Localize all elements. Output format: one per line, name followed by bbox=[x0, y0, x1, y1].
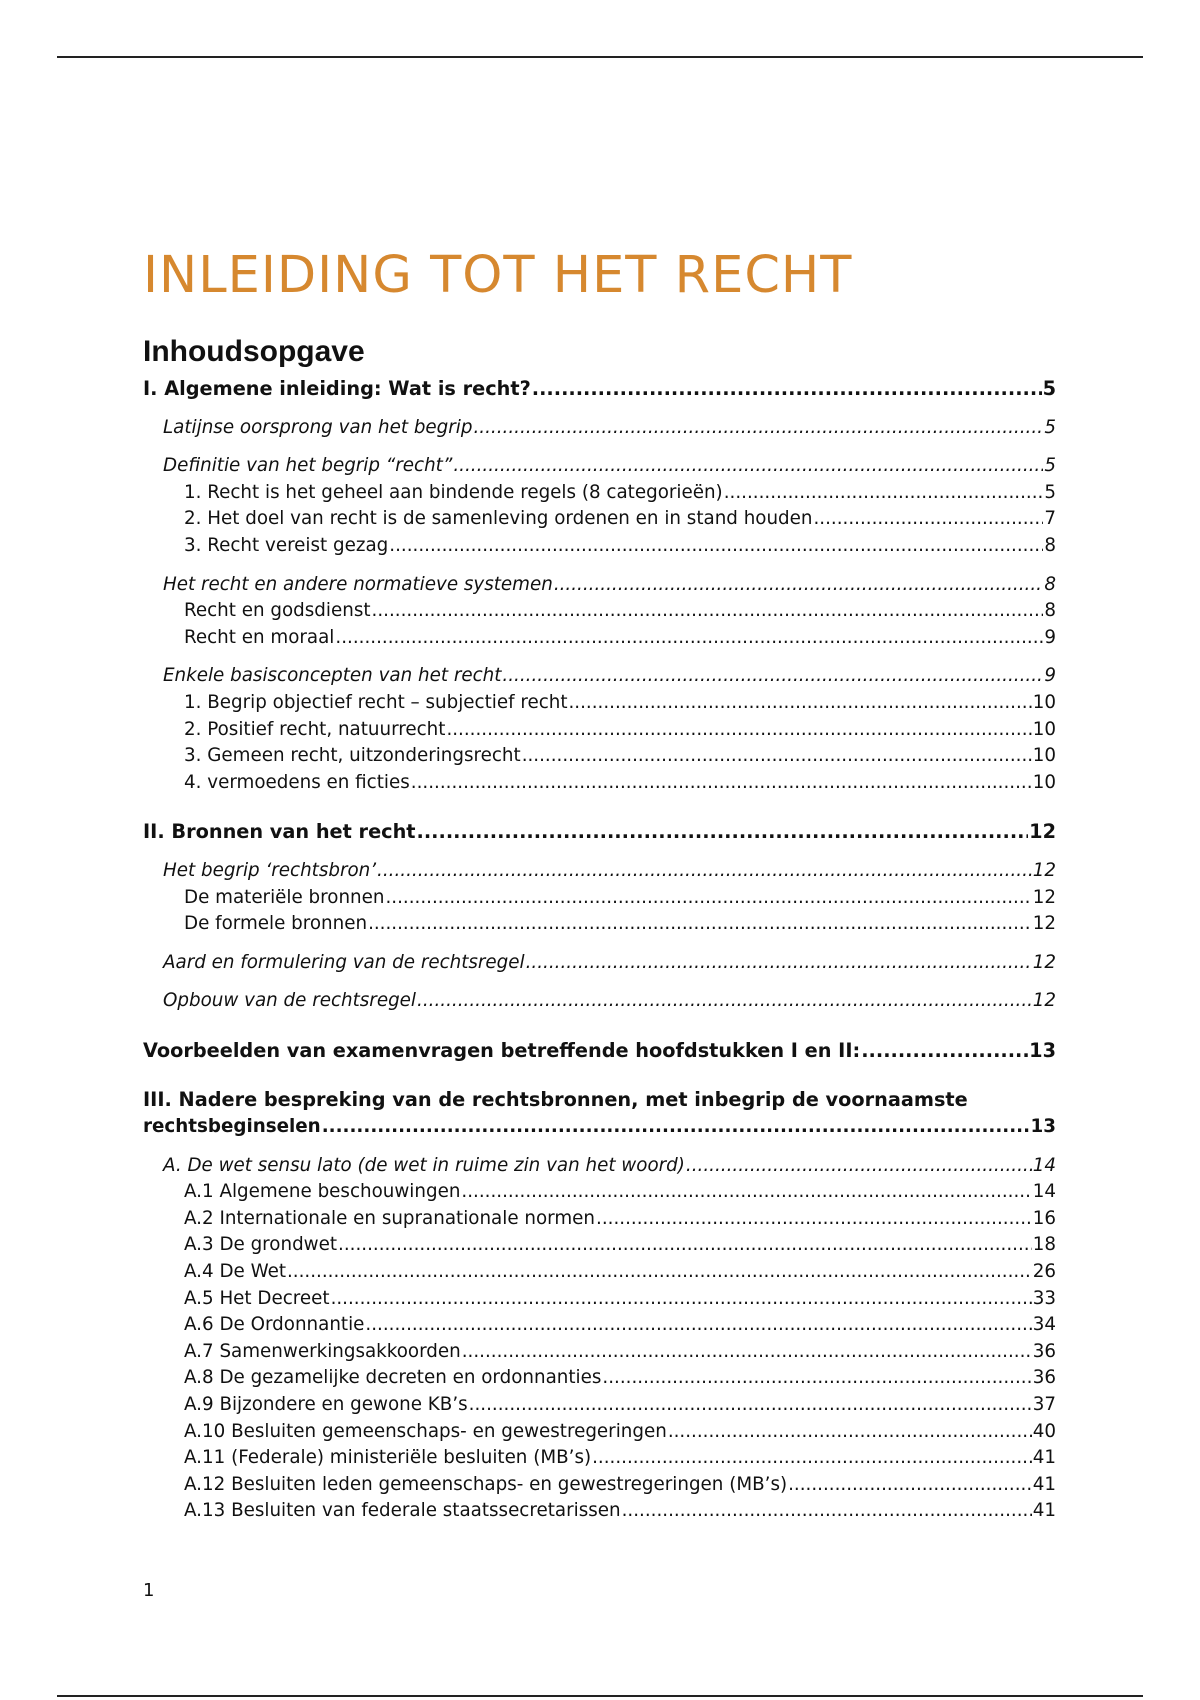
toc-entry-text: De formele bronnen bbox=[184, 913, 368, 935]
toc-leader-dots bbox=[569, 690, 1032, 717]
toc-leader-dots bbox=[368, 911, 1032, 938]
toc-page-number: 26 bbox=[1032, 1261, 1056, 1283]
toc-page-number: 10 bbox=[1032, 745, 1056, 767]
toc-entry-text: 3. Recht vereist gezag bbox=[184, 534, 389, 556]
table-of-contents bbox=[143, 376, 1056, 1525]
toc-entry[interactable] bbox=[143, 1286, 1056, 1313]
toc-leader-dots bbox=[592, 1445, 1032, 1472]
toc-entry[interactable] bbox=[143, 533, 1056, 560]
toc-leader-dots bbox=[622, 1498, 1032, 1525]
toc-entry-text: A.9 Bijzondere en gewone KB’s bbox=[184, 1394, 468, 1415]
toc-entry-text: Het recht en andere normatieve systemen bbox=[163, 573, 553, 595]
toc-page-number: 13 bbox=[1029, 1038, 1056, 1062]
toc-leader-dots bbox=[446, 717, 1031, 744]
toc-page-number: 8 bbox=[1044, 600, 1056, 622]
toc-entry[interactable] bbox=[143, 717, 1056, 744]
toc-leader-dots bbox=[365, 1312, 1031, 1339]
toc-leader-dots bbox=[385, 885, 1031, 912]
toc-entry[interactable] bbox=[143, 1339, 1056, 1366]
header-rule bbox=[57, 56, 1143, 58]
toc-page-number: 36 bbox=[1032, 1340, 1056, 1362]
toc-entry-text: A.2 Internationale en supranationale normen bbox=[184, 1207, 596, 1229]
toc-entry[interactable] bbox=[143, 1472, 1056, 1499]
toc-leader-dots bbox=[372, 598, 1044, 625]
toc-entry-text: III. Nadere bespreking van de rechtsbronnen, met inbegrip de voornaamste bbox=[143, 1088, 968, 1112]
toc-entry-text: A.1 Algemene beschouwingen bbox=[184, 1181, 461, 1203]
toc-entry[interactable] bbox=[143, 988, 1056, 1015]
toc-entry-text: 4. vermoedens en ficties bbox=[184, 771, 410, 793]
toc-entry-text: I. Algemene inleiding: Wat is recht? bbox=[143, 377, 531, 400]
toc-entry-text: A.12 Besluiten leden gemeenschaps- en gewestregeringen (MB’s) bbox=[184, 1473, 788, 1495]
toc-entry[interactable] bbox=[143, 453, 1056, 480]
toc-entry[interactable] bbox=[143, 1445, 1056, 1472]
toc-entry-text: De materiële bronnen bbox=[184, 886, 385, 908]
toc-page-number: 41 bbox=[1032, 1447, 1056, 1469]
toc-page-number: 5 bbox=[1044, 416, 1056, 438]
toc-entry[interactable] bbox=[143, 1312, 1056, 1339]
toc-leader-dots bbox=[861, 1038, 1028, 1065]
toc-entry[interactable] bbox=[143, 819, 1056, 846]
toc-page-number: 5 bbox=[1044, 455, 1056, 477]
toc-entry[interactable] bbox=[143, 1365, 1056, 1392]
toc-entry-text: A. De wet sensu lato (de wet in ruime zin van het woord) bbox=[163, 1154, 685, 1176]
toc-entry-text: Voorbeelden van examenvragen betreffende hoofdstukken I en II: bbox=[143, 1038, 861, 1062]
footer-rule bbox=[57, 1695, 1143, 1697]
toc-entry-text: A.5 Het Decreet bbox=[184, 1287, 330, 1309]
toc-entry-text: 1. Begrip objectief recht – subjectief recht bbox=[184, 691, 568, 713]
toc-leader-dots bbox=[287, 1259, 1032, 1286]
toc-entry-text: 3. Gemeen recht, uitzonderingsrecht bbox=[184, 745, 521, 767]
toc-entry-text: Enkele basisconcepten van het recht bbox=[163, 665, 502, 687]
toc-leader-dots bbox=[338, 1232, 1032, 1259]
toc-entry-text: A.7 Samenwerkingsakkoorden bbox=[184, 1340, 461, 1362]
toc-leader-dots bbox=[526, 950, 1032, 977]
toc-page-number: 5 bbox=[1042, 377, 1056, 400]
toc-page-number: 18 bbox=[1032, 1234, 1056, 1256]
toc-leader-dots bbox=[469, 1392, 1032, 1419]
toc-entry-text: 2. Positief recht, natuurrecht bbox=[184, 718, 446, 740]
toc-leader-dots bbox=[417, 819, 1029, 846]
toc-heading: Inhoudsopgave bbox=[143, 334, 365, 368]
toc-entry-text: Het begrip ‘rechtsbron’ bbox=[163, 859, 377, 881]
toc-entry[interactable] bbox=[143, 376, 1056, 403]
toc-page-number: 36 bbox=[1032, 1367, 1056, 1389]
toc-page-number: 34 bbox=[1032, 1314, 1056, 1336]
toc-entry[interactable] bbox=[143, 625, 1056, 652]
toc-leader-dots bbox=[377, 858, 1032, 885]
toc-leader-dots bbox=[462, 1339, 1032, 1366]
toc-entry-text: Recht en godsdienst bbox=[184, 600, 371, 622]
toc-page-number: 41 bbox=[1032, 1473, 1056, 1495]
toc-leader-dots bbox=[331, 1286, 1032, 1313]
toc-leader-dots bbox=[502, 663, 1043, 690]
toc-page-number: 8 bbox=[1044, 534, 1056, 556]
toc-page-number: 40 bbox=[1032, 1420, 1056, 1442]
toc-entry[interactable] bbox=[143, 480, 1056, 507]
toc-page-number: 41 bbox=[1032, 1500, 1056, 1522]
toc-entry[interactable] bbox=[143, 506, 1056, 533]
toc-entry[interactable] bbox=[143, 743, 1056, 770]
toc-page-number: 10 bbox=[1032, 771, 1056, 793]
toc-entry[interactable] bbox=[143, 1392, 1056, 1419]
toc-entry[interactable] bbox=[143, 1419, 1056, 1446]
toc-entry[interactable] bbox=[143, 690, 1056, 717]
toc-leader-dots bbox=[322, 1114, 1030, 1141]
toc-leader-dots bbox=[417, 988, 1032, 1015]
toc-entry-text: Opbouw van de rechtsregel bbox=[163, 990, 417, 1012]
toc-entry[interactable] bbox=[143, 663, 1056, 690]
toc-entry-line bbox=[143, 1114, 1056, 1141]
toc-page-number: 7 bbox=[1044, 508, 1056, 530]
toc-leader-dots bbox=[532, 376, 1042, 403]
toc-leader-dots bbox=[686, 1153, 1032, 1180]
toc-page-number: 12 bbox=[1032, 886, 1056, 908]
toc-entry[interactable] bbox=[143, 572, 1056, 599]
toc-leader-dots bbox=[602, 1365, 1031, 1392]
toc-entry-text: A.4 De Wet bbox=[184, 1261, 286, 1283]
toc-page-number: 12 bbox=[1029, 820, 1056, 844]
toc-entry[interactable] bbox=[143, 598, 1056, 625]
toc-leader-dots bbox=[389, 533, 1043, 560]
toc-page-number: 9 bbox=[1044, 665, 1056, 687]
toc-entry[interactable] bbox=[143, 911, 1056, 938]
toc-entry[interactable] bbox=[143, 770, 1056, 797]
toc-entry[interactable] bbox=[143, 1179, 1056, 1206]
toc-page-number: 33 bbox=[1032, 1287, 1056, 1309]
toc-entry-text: 2. Het doel van recht is de samenleving ordenen en in stand houden bbox=[184, 508, 813, 530]
toc-entry-text: Latijnse oorsprong van het begrip bbox=[163, 416, 473, 438]
toc-page-number: 10 bbox=[1032, 718, 1056, 740]
toc-entry[interactable] bbox=[143, 1087, 1056, 1140]
toc-entry-text: Recht en moraal bbox=[184, 626, 335, 648]
toc-page-number: 10 bbox=[1032, 691, 1056, 713]
toc-leader-dots bbox=[461, 1179, 1031, 1206]
toc-entry[interactable] bbox=[143, 1232, 1056, 1259]
toc-leader-dots bbox=[453, 453, 1043, 480]
toc-page-number: 13 bbox=[1030, 1116, 1056, 1138]
toc-entry-text: A.11 (Federale) ministeriële besluiten (MB’s) bbox=[184, 1447, 592, 1469]
toc-entry-text: Definitie van het begrip “recht” bbox=[163, 455, 453, 477]
page-number: 1 bbox=[143, 1580, 155, 1601]
toc-page-number: 37 bbox=[1032, 1394, 1056, 1415]
toc-page-number: 9 bbox=[1044, 626, 1056, 648]
toc-entry[interactable] bbox=[143, 950, 1056, 977]
toc-page-number: 12 bbox=[1032, 913, 1056, 935]
toc-page-number: 5 bbox=[1044, 481, 1056, 503]
document-title: INLEIDING TOT HET RECHT bbox=[143, 246, 853, 306]
toc-page-number: 12 bbox=[1032, 859, 1056, 881]
toc-leader-dots bbox=[522, 743, 1032, 770]
toc-entry-text-continued: rechtsbeginselen bbox=[143, 1116, 321, 1138]
toc-entry[interactable] bbox=[143, 1259, 1056, 1286]
toc-leader-dots bbox=[411, 770, 1032, 797]
toc-entry[interactable] bbox=[143, 1206, 1056, 1233]
toc-page-number: 14 bbox=[1032, 1154, 1056, 1176]
toc-entry-text: A.8 De gezamelijke decreten en ordonnanties bbox=[184, 1367, 602, 1389]
toc-entry-text: A.13 Besluiten van federale staatssecretarissen bbox=[184, 1500, 621, 1522]
toc-entry[interactable] bbox=[143, 1498, 1056, 1525]
toc-page-number: 8 bbox=[1044, 573, 1056, 595]
toc-entry-text: A.10 Besluiten gemeenschaps- en gewestregeringen bbox=[184, 1420, 667, 1442]
toc-leader-dots bbox=[724, 480, 1044, 507]
toc-entry-text: A.6 De Ordonnantie bbox=[184, 1314, 365, 1336]
toc-leader-dots bbox=[814, 506, 1044, 533]
toc-leader-dots bbox=[474, 415, 1044, 442]
toc-entry-text: 1. Recht is het geheel aan bindende regels (8 categorieën) bbox=[184, 481, 723, 503]
toc-entry[interactable] bbox=[143, 858, 1056, 885]
toc-entry[interactable] bbox=[143, 1038, 1056, 1065]
toc-entry-text: Aard en formulering van de rechtsregel bbox=[163, 951, 525, 973]
toc-leader-dots bbox=[596, 1206, 1032, 1233]
toc-leader-dots bbox=[554, 572, 1044, 599]
toc-page-number: 14 bbox=[1032, 1181, 1056, 1203]
toc-page-number: 12 bbox=[1032, 990, 1056, 1012]
toc-page-number: 12 bbox=[1032, 951, 1056, 973]
toc-entry[interactable] bbox=[143, 885, 1056, 912]
toc-leader-dots bbox=[335, 625, 1043, 652]
toc-leader-dots bbox=[788, 1472, 1032, 1499]
toc-entry-text: A.3 De grondwet bbox=[184, 1234, 338, 1256]
toc-entry-text: II. Bronnen van het recht bbox=[143, 820, 416, 844]
toc-entry[interactable] bbox=[143, 415, 1056, 442]
toc-leader-dots bbox=[668, 1419, 1032, 1446]
toc-page-number: 16 bbox=[1032, 1207, 1056, 1229]
toc-entry[interactable] bbox=[143, 1153, 1056, 1180]
